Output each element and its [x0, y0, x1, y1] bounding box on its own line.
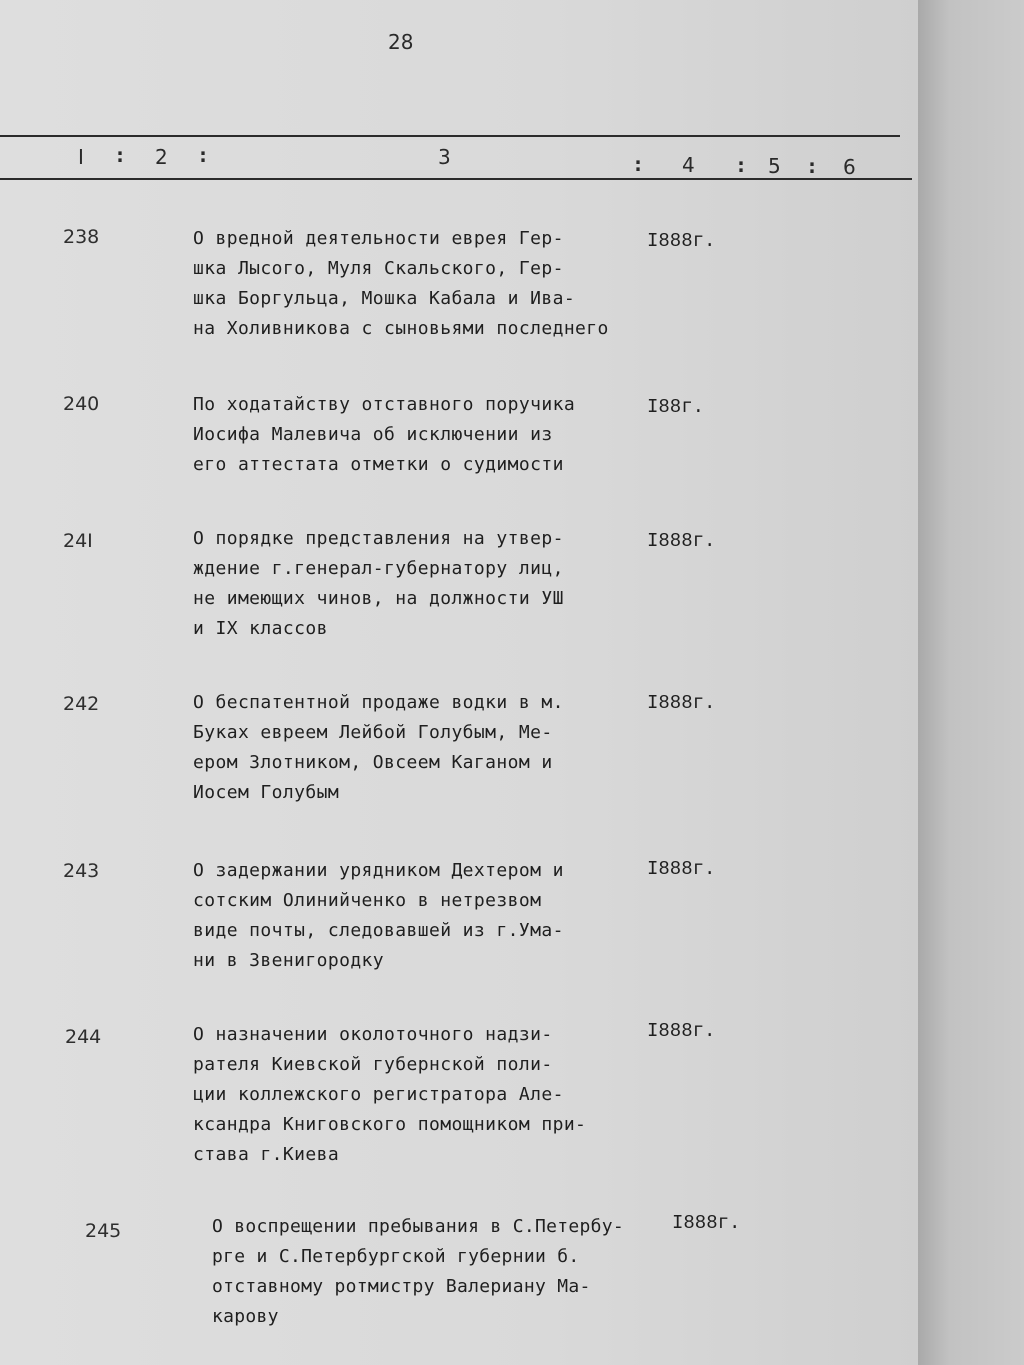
- column-header-5: 5: [768, 154, 781, 178]
- entry-line: О задержании урядником Дехтером и: [193, 860, 564, 881]
- entry-year: I888г.: [647, 230, 716, 252]
- column-header-6: 6: [843, 155, 856, 179]
- entry-year: I888г.: [647, 1020, 716, 1042]
- column-separator: :: [735, 153, 748, 177]
- entry-line: О вредной деятельности еврея Гер-: [193, 228, 564, 249]
- entry-line: отставному ротмистру Валериану Ма-: [212, 1276, 591, 1297]
- entry-description: [193, 224, 609, 344]
- entry-line: ции коллежского регистратора Але-: [193, 1084, 564, 1105]
- entry-description: [193, 856, 564, 976]
- entry-line: сотским Олинийченко в нетрезвом: [193, 890, 542, 911]
- entry-line: шка Лысого, Муля Скальского, Гер-: [193, 258, 564, 279]
- entry-year: I888г.: [647, 530, 716, 552]
- entry-number: 244: [65, 1026, 102, 1048]
- entry-number: 238: [63, 226, 100, 248]
- entry-line: Буках евреем Лейбой Голубым, Ме-: [193, 722, 553, 743]
- entry-line: на Холивникова с сыновьями последнего: [193, 318, 609, 339]
- entry-line: ждение г.генерал-губернатору лиц,: [193, 558, 564, 579]
- entry-line: шка Боргульца, Мошка Кабала и Ива-: [193, 288, 576, 309]
- entry-line: рателя Киевской губернской поли-: [193, 1054, 553, 1075]
- column-separator: :: [114, 143, 127, 167]
- entry-number: 242: [63, 693, 100, 715]
- entry-number: 245: [85, 1220, 122, 1242]
- entry-number: 240: [63, 393, 100, 415]
- column-header-2: 2: [155, 145, 168, 169]
- entry-line: Иосифа Малевича об исключении из: [193, 424, 553, 445]
- column-separator: :: [806, 154, 819, 178]
- entry-number: 243: [63, 860, 100, 882]
- entry-line: и IX классов: [193, 618, 328, 639]
- page-number: 28: [388, 30, 414, 54]
- entry-description: [193, 390, 575, 480]
- entry-line: ксандра Книговского помощником при-: [193, 1114, 587, 1135]
- column-header-4: 4: [682, 153, 695, 177]
- entry-line: ни в Звенигородку: [193, 950, 385, 971]
- entry-line: карову: [212, 1306, 279, 1327]
- header-rule-top: [0, 135, 900, 137]
- entry-year: I888г.: [647, 858, 716, 880]
- entry-description: [212, 1212, 624, 1332]
- entry-line: О воспрещении пребывания в С.Петербу-: [212, 1216, 625, 1237]
- entry-line: О назначении околоточного надзи-: [193, 1024, 553, 1045]
- entry-number: 24I: [63, 530, 93, 552]
- entry-line: О порядке представления на утвер-: [193, 528, 564, 549]
- page-edge-shadow: [918, 0, 1024, 1365]
- entry-line: виде почты, следовавшей из г.Ума-: [193, 920, 564, 941]
- entry-line: По ходатайству отставного поручика: [193, 394, 576, 415]
- column-separator: :: [632, 152, 645, 176]
- entry-description: [193, 688, 564, 808]
- entry-line: рге и С.Петербургской губернии б.: [212, 1246, 580, 1267]
- entry-line: Иосем Голубым: [193, 782, 340, 803]
- entry-year: I888г.: [647, 692, 716, 714]
- entry-line: О беспатентной продаже водки в м.: [193, 692, 564, 713]
- entry-line: ером Злотником, Овсеем Каганом и: [193, 752, 553, 773]
- column-separator: :: [197, 143, 210, 167]
- column-header-3: 3: [438, 145, 451, 169]
- column-header-1: I: [78, 145, 84, 169]
- entry-description: [193, 524, 564, 644]
- entry-line: става г.Киева: [193, 1144, 340, 1165]
- entry-line: его аттестата отметки о судимости: [193, 454, 564, 475]
- entry-year: I88г.: [647, 396, 705, 418]
- entry-line: не имеющих чинов, на должности УШ: [193, 588, 564, 609]
- header-rule-bottom: [0, 178, 912, 180]
- entry-year: I888г.: [672, 1212, 741, 1234]
- entry-description: [193, 1020, 586, 1170]
